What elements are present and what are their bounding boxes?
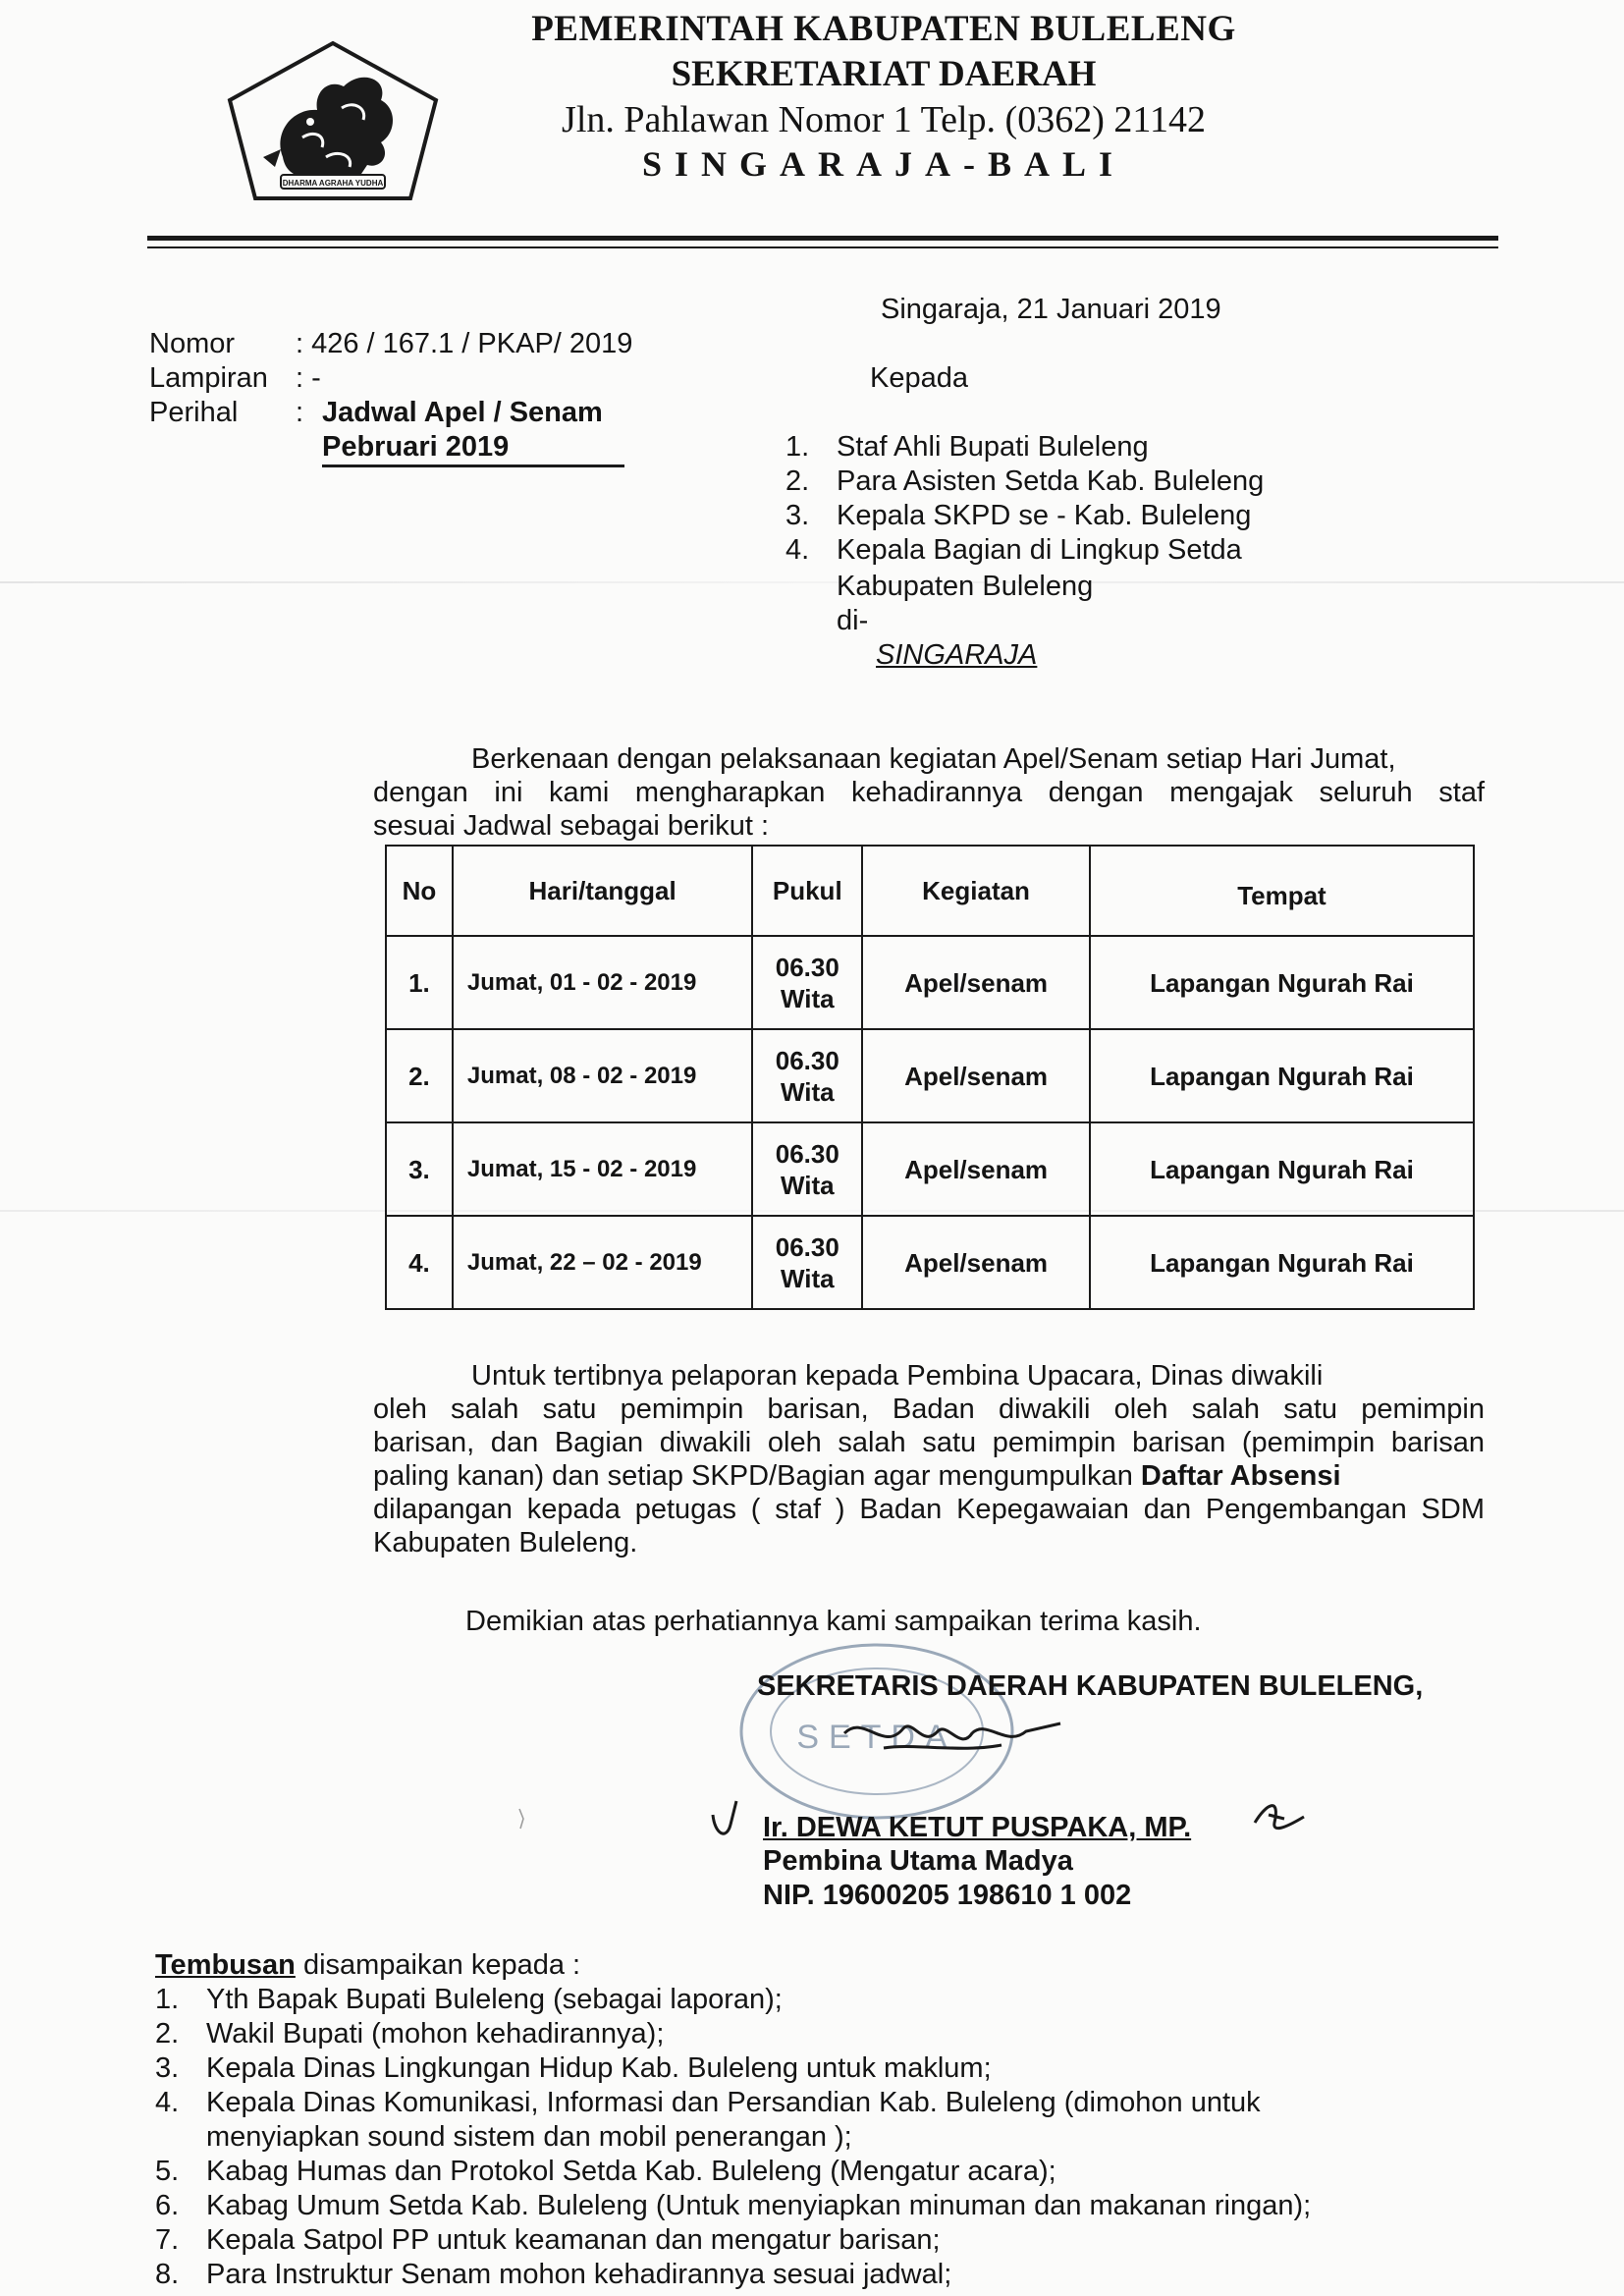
cc-title-keyword: Tembusan xyxy=(155,1949,296,1981)
paper-fold-line xyxy=(0,581,1624,583)
lampiran-value: : - xyxy=(296,362,321,394)
time-zone: Wita xyxy=(780,1170,835,1200)
time-value: 06.30 xyxy=(775,1045,839,1075)
cell-time xyxy=(752,1029,862,1122)
recipient-num: 2. xyxy=(785,465,810,497)
cc-text: Kabag Humas dan Protokol Setda Kab. Buleleng (Mengatur acara); xyxy=(206,2156,1056,2187)
cc-num: 2. xyxy=(155,2018,180,2050)
signatory-rank: Pembina Utama Madya xyxy=(763,1845,1073,1877)
closing-sentence: Demikian atas perhatiannya kami sampaikan terima kasih. xyxy=(465,1606,1202,1637)
cc-item xyxy=(155,2258,1451,2292)
cc-text: Kepala Dinas Komunikasi, Informasi dan Persandian Kab. Buleleng (dimohon untuk xyxy=(206,2087,1261,2118)
recipient-item xyxy=(785,430,1375,465)
cc-text: Kabag Umum Setda Kab. Buleleng (Untuk menyiapkan minuman dan makanan ringan); xyxy=(206,2190,1312,2221)
time-zone: Wita xyxy=(780,1076,835,1107)
cell-no: 2. xyxy=(386,1029,453,1122)
paragraph-line: Untuk tertibnya pelaporan kepada Pembina Upacara, Dinas diwakili xyxy=(471,1360,1324,1392)
cc-item xyxy=(155,2223,1451,2258)
time-zone: Wita xyxy=(780,1263,835,1293)
cell-no: 4. xyxy=(386,1216,453,1309)
cc-num: 6. xyxy=(155,2190,180,2221)
recipient-num: 3. xyxy=(785,500,810,531)
cell-activity: Apel/senam xyxy=(862,936,1090,1029)
recipient4-continuation: Kabupaten Buleleng xyxy=(837,571,1094,602)
time-value: 06.30 xyxy=(775,952,839,982)
lampiran-label: Lampiran xyxy=(149,362,268,394)
perihal-line2: Pebruari 2019 xyxy=(322,431,510,463)
paragraph-line: dilapangan kepada petugas ( staf ) Badan Kepegawaian dan Pengembangan SDM xyxy=(373,1494,1485,1525)
cell-place: Lapangan Ngurah Rai xyxy=(1090,936,1474,1029)
cc-text: Wakil Bupati (mohon kehadirannya); xyxy=(206,2018,665,2050)
perihal-underline xyxy=(322,465,624,467)
cc-item xyxy=(155,2051,1451,2086)
recipient-text: Kepala Bagian di Lingkup Setda xyxy=(837,534,1242,566)
daftar-absensi: Daftar Absensi xyxy=(1140,1460,1341,1492)
recipient-item xyxy=(785,499,1375,533)
recipient-num: 4. xyxy=(785,534,810,566)
perihal-line1: Jadwal Apel / Senam xyxy=(322,397,603,428)
perihal-label: Perihal xyxy=(149,397,239,428)
time-value: 06.30 xyxy=(775,1138,839,1169)
cell-activity: Apel/senam xyxy=(862,1122,1090,1216)
cc-text: Yth Bapak Bupati Buleleng (sebagai laporan); xyxy=(206,1984,783,2015)
cc-num: 7. xyxy=(155,2224,180,2256)
cc-num: 4. xyxy=(155,2087,180,2118)
paragraph-line: oleh salah satu pemimpin barisan, Badan diwakili oleh salah satu pemimpin xyxy=(373,1394,1485,1425)
table-row xyxy=(386,1122,1474,1216)
letterhead-city: SINGARAJA-BALI xyxy=(641,144,1126,184)
emblem-motto: DHARMA AGRAHA YUDHA xyxy=(282,179,384,188)
di-label: di- xyxy=(837,605,869,636)
initial-mark xyxy=(1245,1793,1314,1840)
cc-item xyxy=(155,2155,1451,2189)
cc-list xyxy=(155,1983,1451,2292)
signatory-office: SEKRETARIS DAERAH KABUPATEN BULELENG, xyxy=(757,1670,1424,1702)
cell-date: Jumat, 15 - 02 - 2019 xyxy=(453,1122,752,1216)
cell-place: Lapangan Ngurah Rai xyxy=(1090,1029,1474,1122)
time-zone: Wita xyxy=(780,983,835,1013)
cc-item xyxy=(155,2189,1451,2223)
time-value: 06.30 xyxy=(775,1231,839,1262)
cc-text: Para Instruktur Senam mohon kehadirannya sesuai jadwal; xyxy=(206,2259,952,2290)
signatory-nip: NIP. 19600205 198610 1 002 xyxy=(763,1880,1132,1911)
letterhead-rule-thin xyxy=(147,246,1498,248)
intro-line: sesuai Jadwal sebagai berikut : xyxy=(373,810,770,842)
table-row xyxy=(386,1216,1474,1309)
cc-item-continuation xyxy=(155,2120,1451,2155)
recipient-item xyxy=(785,533,1375,568)
col-header-no: No xyxy=(386,846,453,936)
col-header-time: Pukul xyxy=(752,846,862,936)
destination-city: SINGARAJA xyxy=(876,639,1038,671)
small-mark xyxy=(515,1807,529,1832)
cc-item xyxy=(155,1983,1451,2017)
cell-date: Jumat, 01 - 02 - 2019 xyxy=(453,936,752,1029)
recipient-text: Kepala SKPD se - Kab. Buleleng xyxy=(837,500,1252,531)
schedule-table xyxy=(385,845,1475,1310)
cc-title xyxy=(155,1948,580,1982)
cc-text: menyiapkan sound sistem dan mobil penerangan ); xyxy=(206,2121,852,2153)
col-header-activity: Kegiatan xyxy=(862,846,1090,936)
cell-place: Lapangan Ngurah Rai xyxy=(1090,1122,1474,1216)
paragraph-line xyxy=(373,1459,1485,1493)
recipient-text: Para Asisten Setda Kab. Buleleng xyxy=(837,465,1265,497)
cc-item xyxy=(155,2017,1451,2051)
signatory-name: Ir. DEWA KETUT PUSPAKA, MP. xyxy=(763,1812,1192,1843)
table-row xyxy=(386,1029,1474,1122)
cc-item xyxy=(155,2086,1451,2120)
paragraph-line: barisan, dan Bagian diwakili oleh salah satu pemimpin barisan (pemimpin barisan xyxy=(373,1427,1485,1458)
regency-emblem-icon xyxy=(224,39,442,204)
cell-time xyxy=(752,1216,862,1309)
cell-activity: Apel/senam xyxy=(862,1216,1090,1309)
intro-paragraph xyxy=(373,742,1485,843)
cell-date: Jumat, 08 - 02 - 2019 xyxy=(453,1029,752,1122)
line-text: paling kanan) dan setiap SKPD/Bagian agar mengumpulkan xyxy=(373,1460,1133,1492)
intro-line: Berkenaan dengan pelaksanaan kegiatan Apel/Senam setiap Hari Jumat, xyxy=(471,743,1396,775)
recipient-num: 1. xyxy=(785,431,810,463)
cc-num: 5. xyxy=(155,2156,180,2187)
recipient-item xyxy=(785,465,1375,499)
letterhead-government: PEMERINTAH KABUPATEN BULELENG xyxy=(531,9,1236,49)
instructions-paragraph xyxy=(373,1359,1485,1559)
kepada-label: Kepada xyxy=(870,362,968,394)
cc-text: Kepala Dinas Lingkungan Hidup Kab. Buleleng untuk maklum; xyxy=(206,2052,992,2084)
cc-num: 3. xyxy=(155,2052,180,2084)
cc-title-rest: disampaikan kepada : xyxy=(295,1949,581,1981)
cell-time xyxy=(752,936,862,1029)
cc-num: 1. xyxy=(155,1984,180,2015)
cell-activity: Apel/senam xyxy=(862,1029,1090,1122)
letterhead-office: SEKRETARIAT DAERAH xyxy=(671,54,1097,94)
initial-mark xyxy=(707,1795,746,1844)
cell-no: 3. xyxy=(386,1122,453,1216)
cc-num: 8. xyxy=(155,2259,180,2290)
col-header-date: Hari/tanggal xyxy=(453,846,752,936)
nomor-value: : 426 / 167.1 / PKAP/ 2019 xyxy=(296,328,633,359)
nomor-label: Nomor xyxy=(149,328,236,359)
table-row xyxy=(386,936,1474,1029)
letterhead-rule-thick xyxy=(147,236,1498,241)
handwritten-signature xyxy=(825,1694,1070,1782)
perihal-colon: : xyxy=(296,397,304,428)
cell-time xyxy=(752,1122,862,1216)
cell-no: 1. xyxy=(386,936,453,1029)
recipient-text: Staf Ahli Bupati Buleleng xyxy=(837,431,1149,463)
place-date: Singaraja, 21 Januari 2019 xyxy=(881,294,1221,325)
cc-text: Kepala Satpol PP untuk keamanan dan mengatur barisan; xyxy=(206,2224,941,2256)
paragraph-line: Kabupaten Buleleng. xyxy=(373,1527,638,1558)
stamp-label: SETDA xyxy=(796,1719,957,1756)
cell-place: Lapangan Ngurah Rai xyxy=(1090,1216,1474,1309)
recipient-list xyxy=(785,430,1375,568)
letterhead-address: Jln. Pahlawan Nomor 1 Telp. (0362) 21142 xyxy=(562,99,1206,140)
col-header-place: Tempat xyxy=(1090,846,1474,936)
cell-date: Jumat, 22 – 02 - 2019 xyxy=(453,1216,752,1309)
table-header-row xyxy=(386,846,1474,936)
intro-line: dengan ini kami mengharapkan kehadirannya dengan mengajak seluruh staf xyxy=(373,777,1485,808)
